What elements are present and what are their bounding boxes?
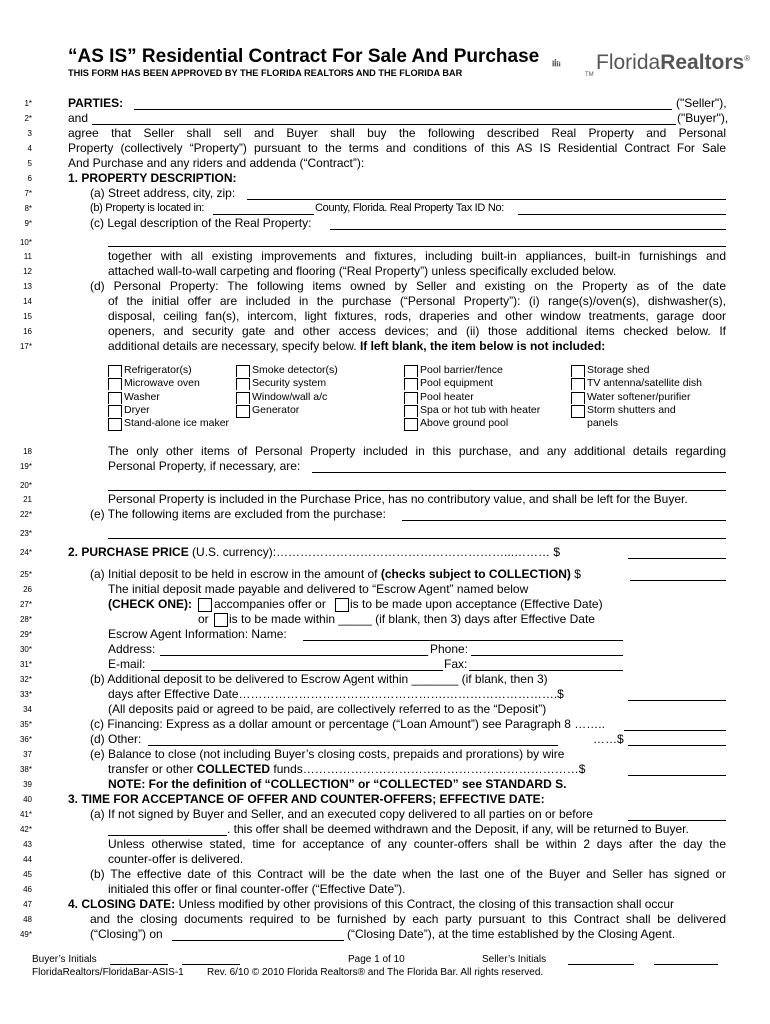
pp-checkbox-spa-or-hot-tub-with-heater[interactable]	[404, 405, 418, 417]
seller-initials-field-1[interactable]	[568, 964, 634, 965]
pp-item-label: Microwave oven	[124, 377, 200, 390]
line-34: (All deposits paid or agreed to be paid, are collectively referred to as the “Deposit”)	[108, 702, 547, 716]
line-17: additional details are necessary, specify below. If left blank, the item below is not included:	[108, 339, 606, 353]
line-18: The only other items of Personal Property included in this purchase, and any additional details regarding	[108, 444, 726, 458]
line-number: 2*	[24, 114, 32, 123]
line-number: 8*	[24, 204, 32, 213]
pp-checkbox-washer[interactable]	[108, 392, 122, 404]
line-number: 34	[23, 705, 32, 714]
line-42: . this offer shall be deemed withdrawn and the Deposit, if any, will be returned to Buyer.	[227, 822, 689, 836]
pp-item-label: panels	[587, 417, 618, 430]
revision-copyright: Rev. 6/10 © 2010 Florida Realtors® and The Florida Bar. All rights reserved.	[207, 967, 544, 978]
line-33: days after Effective Date…………………………………………….……………………….$	[108, 687, 564, 701]
legal-description-field-2[interactable]	[108, 246, 726, 247]
line-number: 40	[23, 795, 32, 804]
line-12: attached wall-to-wall carpeting and flooring (“Real Property”) unless specifically excluded below.	[108, 264, 617, 278]
pp-checkbox-smoke-detector-s[interactable]	[236, 365, 250, 377]
line-44: counter-offer is delivered.	[108, 852, 244, 866]
line-number: 4	[27, 144, 32, 153]
pp-checkbox-storage-shed[interactable]	[571, 365, 585, 377]
line-3: agree that Seller shall sell and Buyer shall buy the following described Real Property and Personal	[68, 126, 726, 140]
line-49b: (“Closing Date”), at the time established by the Closing Agent.	[347, 927, 676, 941]
excluded-items-field-2[interactable]	[108, 538, 726, 539]
line-number: 42*	[19, 825, 32, 834]
pp-item-label: Dryer	[124, 403, 150, 416]
pp-checkbox-pool-barrier-fence[interactable]	[404, 365, 418, 377]
line-number: 18	[23, 447, 32, 456]
pp-item-label: Storage shed	[587, 364, 650, 376]
line-19: Personal Property, if necessary, are:	[108, 459, 301, 473]
line-number: 32*	[19, 675, 32, 684]
escrow-agent-name-field[interactable]	[303, 640, 623, 641]
county-label: (b) Property is located in:	[90, 202, 205, 214]
seller-name-field[interactable]	[134, 109, 672, 110]
fax-label: Fax:	[444, 657, 468, 671]
line-number: 27*	[19, 600, 32, 609]
line-46: initialed this offer or final counter-offer (“Effective Date”).	[108, 882, 406, 896]
seller-suffix: ("Seller"),	[676, 96, 727, 110]
line-number: 49*	[19, 930, 32, 939]
loan-amount-field[interactable]	[624, 730, 726, 731]
page-number: Page 1 of 10	[348, 954, 405, 965]
logo-tm: TM	[585, 72, 594, 78]
line-number: 16	[23, 327, 32, 336]
line-number: 22*	[19, 510, 32, 519]
within-days-label: is to be made within _____ (if blank, then 3) days after Effective Date	[229, 612, 595, 626]
line-41: (a) If not signed by Buyer and Seller, and an executed copy delivered to all parties on or before	[90, 807, 593, 821]
line-35: (c) Financing: Express as a dollar amount or percentage (“Loan Amount”) see Paragraph 8 ……..	[90, 717, 605, 731]
within-days-checkbox[interactable]	[214, 613, 228, 627]
line-number: 21	[23, 495, 32, 504]
personal-property-details-field-2[interactable]	[108, 490, 726, 491]
line-number: 7*	[24, 189, 32, 198]
form-id: FloridaRealtors/FloridaBar-ASIS-1	[32, 967, 184, 978]
escrow-phone-field[interactable]	[471, 655, 623, 656]
pp-checkbox-refrigerator-s[interactable]	[108, 365, 122, 377]
line-number: 9*	[24, 219, 32, 228]
buyer-suffix: ("Buyer"),	[677, 111, 729, 125]
or-text: or	[198, 612, 209, 626]
line-15: disposal, ceiling fan(s), intercom, light fixtures, rods, draperies and other window treatments, garage door	[108, 309, 726, 323]
pp-checkbox-pool-equipment[interactable]	[404, 378, 418, 390]
line-13: (d) Personal Property: The following items owned by Seller and existing on the Property as of the date	[90, 279, 726, 293]
line-49a: (“Closing”) on	[90, 927, 163, 941]
line-number: 30*	[19, 645, 32, 654]
line-16: openers, and security gate and other access devices; and (ii) those additional items checked below. If	[108, 324, 726, 338]
line-45: (b) The effective date of this Contract will be the date when the last one of the Buyer and Seller has signed or	[90, 867, 726, 881]
pp-checkbox-window-wall-a-c[interactable]	[236, 392, 250, 404]
document-subtitle: THIS FORM HAS BEEN APPROVED BY THE FLORIDA REALTORS AND THE FLORIDA BAR	[68, 68, 463, 78]
line-number: 20*	[19, 481, 32, 490]
pp-item-label: Storm shutters and	[587, 403, 676, 416]
personal-property-details-field[interactable]	[312, 472, 726, 473]
offer-deadline-field[interactable]	[628, 820, 726, 821]
line-number: 28*	[19, 615, 32, 624]
section-1-heading: 1. PROPERTY DESCRIPTION:	[68, 171, 237, 185]
pp-item-label: Window/wall a/c	[252, 390, 328, 403]
line-number: 17*	[19, 342, 32, 351]
pp-item-label: Security system	[252, 377, 327, 390]
email-label: E-mail:	[108, 657, 146, 671]
check-one-label: (CHECK ONE):	[108, 597, 192, 611]
line-number: 24*	[19, 548, 32, 557]
line-number: 1*	[24, 99, 32, 108]
line-24: 2. PURCHASE PRICE (U.S. currency):…………………………………………………...……… $	[68, 545, 561, 559]
escrow-agent-label: Escrow Agent Information: Name:	[108, 627, 287, 641]
upon-acceptance-checkbox[interactable]	[335, 598, 349, 612]
line-number: 19*	[19, 462, 32, 471]
pp-item-label: Washer	[124, 390, 160, 403]
closing-date-field[interactable]	[172, 940, 344, 941]
line-number: 15	[23, 312, 32, 321]
pp-item-label: Pool equipment	[420, 377, 493, 390]
tax-id-label: County, Florida. Real Property Tax ID No:	[315, 202, 505, 214]
line-number: 3	[27, 129, 32, 138]
line-number: 31*	[19, 660, 32, 669]
line-number: 12	[23, 267, 32, 276]
pp-checkbox-above-ground-pool[interactable]	[404, 418, 418, 431]
pp-checkbox-pool-heater[interactable]	[404, 392, 418, 404]
document-title: “AS IS” Residential Contract For Sale And Purchase	[68, 46, 540, 67]
other-label: (d) Other:	[90, 732, 142, 746]
logo-text: FloridaRealtors®	[596, 51, 751, 74]
pp-item-label: Spa or hot tub with heater	[420, 403, 541, 416]
accompanies-offer-label: accompanies offer or	[214, 597, 326, 611]
line-number: 6	[27, 174, 32, 183]
address-label: Address:	[108, 642, 156, 656]
pp-item-label: Stand-alone ice maker	[124, 417, 230, 430]
pp-item-label: TV antenna/satellite dish	[587, 377, 702, 390]
line-number: 36*	[19, 735, 32, 744]
legal-description-label: (c) Legal description of the Real Property:	[90, 216, 312, 230]
escrow-fax-field[interactable]	[469, 670, 623, 671]
other-description-field[interactable]	[148, 745, 558, 746]
line-number: 26	[23, 585, 32, 594]
excluded-items-field[interactable]	[402, 520, 726, 521]
buyer-name-field[interactable]	[92, 124, 676, 125]
line-number: 38*	[19, 765, 32, 774]
line-number: 43	[23, 840, 32, 849]
line-number: 5	[27, 159, 32, 168]
buyers-initials-label: Buyer’s Initials	[32, 954, 97, 965]
pp-checkbox-storm-shutters-and[interactable]	[571, 405, 585, 418]
line-number: 41*	[19, 810, 32, 819]
line-number: 23*	[19, 529, 32, 538]
line-number: 33*	[19, 690, 32, 699]
street-address-label: (a) Street address, city, zip:	[90, 186, 236, 200]
pp-checkbox-dryer[interactable]	[108, 405, 122, 417]
purchase-price-field[interactable]	[628, 558, 726, 559]
pp-checkbox-tv-antenna-satellite-dish[interactable]	[571, 378, 585, 390]
line-5: And Purchase and any riders and addenda (“Contract”):	[68, 156, 365, 170]
line-number: 45	[23, 870, 32, 879]
additional-deposit-field[interactable]	[628, 700, 726, 701]
pp-checkbox-security-system[interactable]	[236, 378, 250, 390]
line-number: 29*	[19, 630, 32, 639]
initial-deposit-field[interactable]	[630, 580, 726, 581]
line-number: 13	[23, 282, 32, 291]
line-number: 35*	[19, 720, 32, 729]
accompanies-offer-checkbox[interactable]	[198, 598, 212, 612]
line-number: 11	[23, 252, 32, 261]
line-number: 10*	[19, 238, 32, 247]
pp-item-label: Generator	[252, 403, 300, 416]
line-47: 4. CLOSING DATE: Unless modified by other provisions of this Contract, the closing of this transaction shall occur	[68, 897, 675, 911]
and-text: and	[68, 111, 89, 125]
line-number: 25*	[19, 570, 32, 579]
line-26: The initial deposit made payable and delivered to “Escrow Agent” named below	[108, 582, 529, 596]
escrow-address-field[interactable]	[160, 655, 428, 656]
line-14: of the initial offer are included in the purchase (“Personal Property”): (i) range(s)/oven(s), dishwasher(s),	[108, 294, 726, 308]
offer-deadline-field-2[interactable]	[108, 835, 227, 836]
line-21: Personal Property is included in the Purchase Price, has no contributory value, and shall be left for the Buyer.	[108, 492, 688, 506]
line-25: (a) Initial deposit to be held in escrow in the amount of (checks subject to COLLECTION) $	[90, 567, 581, 581]
pp-item-label: Smoke detector(s)	[252, 364, 338, 376]
phone-label: Phone:	[430, 642, 469, 656]
escrow-email-field[interactable]	[151, 670, 443, 671]
other-amount-field[interactable]	[628, 745, 726, 746]
pp-item-label: Above ground pool	[420, 417, 509, 430]
pp-item-label: Pool heater	[420, 390, 474, 403]
county-field[interactable]	[213, 214, 314, 215]
line-number: 44	[23, 855, 32, 864]
line-number: 46	[23, 885, 32, 894]
balance-to-close-field[interactable]	[628, 775, 726, 776]
line-number: 14	[23, 297, 32, 306]
line-4: Property (collectively “Property”) pursuant to the terms and conditions of this AS IS Residential Contract For Sale	[68, 141, 726, 155]
line-number: 48	[23, 915, 32, 924]
section-3-heading: 3. TIME FOR ACCEPTANCE OF OFFER AND COUNTER-OFFERS; EFFECTIVE DATE:	[68, 792, 545, 806]
line-number: 39	[23, 780, 32, 789]
tax-id-field[interactable]	[518, 214, 726, 215]
line-32: (b) Additional deposit to be delivered to Escrow Agent within _______ (if blank, then 3)	[90, 672, 548, 686]
pp-item-label: Refrigerator(s)	[124, 364, 192, 376]
parties-label: PARTIES:	[68, 96, 124, 110]
street-address-field[interactable]	[247, 199, 726, 200]
pp-checkbox-generator[interactable]	[236, 405, 250, 418]
pp-item-label: Water softener/purifier	[587, 390, 691, 403]
seller-initials-field-2[interactable]	[654, 964, 718, 965]
pp-checkbox-stand-alone-ice-maker[interactable]	[108, 418, 122, 431]
line-38: transfer or other COLLECTED funds……………………………………………………………$	[108, 762, 586, 776]
upon-acceptance-label: is to be made upon acceptance (Effective Date)	[350, 597, 603, 611]
line-22: (e) The following items are excluded from the purchase:	[90, 507, 386, 521]
line-37: (e) Balance to close (not including Buyer’s closing costs, prepaids and prorations) by wire	[90, 747, 565, 761]
line-number: 37	[23, 750, 32, 759]
line-number: 47	[23, 900, 32, 909]
line-43: Unless otherwise stated, time for acceptance of any counter-offers shall be within 2 days after the day the	[108, 837, 726, 851]
pp-item-label: Pool barrier/fence	[420, 364, 503, 376]
pp-checkbox-microwave-oven[interactable]	[108, 378, 122, 390]
line-39-note: NOTE: For the definition of “COLLECTION” or “COLLECTED” see STANDARD S.	[108, 777, 567, 791]
pp-checkbox-water-softener-purifier[interactable]	[571, 392, 585, 404]
legal-description-field[interactable]	[330, 229, 726, 230]
line-11: together with all existing improvements and fixtures, including built-in appliances, built-in furnishings and	[108, 249, 726, 263]
sellers-initials-label: Seller’s Initials	[482, 954, 547, 965]
line-48: and the closing documents required to be furnished by each party pursuant to this Contract shall be delivered	[90, 912, 726, 926]
other-dollar: ……$	[593, 732, 624, 746]
